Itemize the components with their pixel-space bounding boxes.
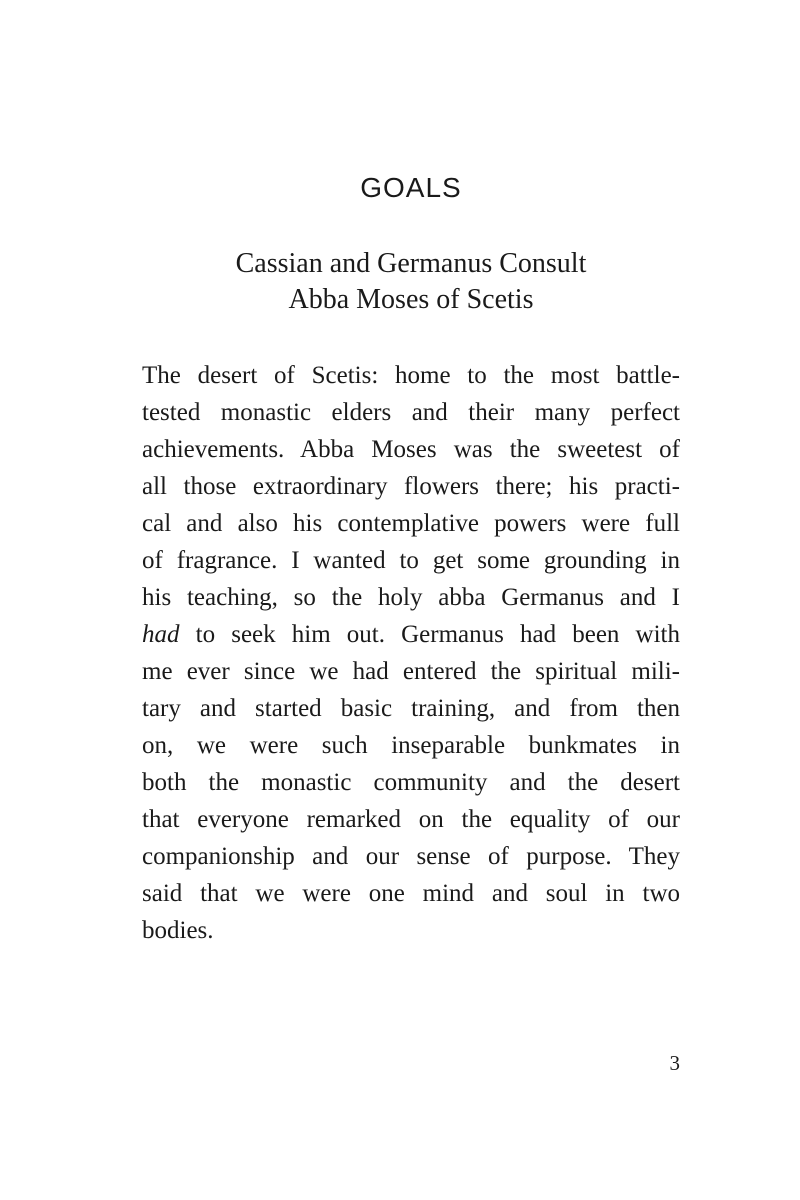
- chapter-title: GOALS: [360, 172, 462, 203]
- text-line-rest: to seek him out. Germanus had been with: [195, 621, 680, 648]
- text-line: The desert of Scetis: home to the most battle-: [142, 362, 680, 389]
- text-line: on, we were such inseparable bunkmates in: [142, 732, 680, 759]
- text-line: his teaching, so the holy abba Germanus and I: [142, 584, 680, 611]
- text-line: bodies.: [142, 917, 214, 944]
- text-line: me ever since we had entered the spiritual mili-: [142, 658, 680, 685]
- text-line: tary and started basic training, and from then: [142, 695, 680, 722]
- subtitle-line-2: Abba Moses of Scetis: [288, 284, 534, 315]
- subtitle-line-1: Cassian and Germanus Consult: [235, 248, 587, 279]
- text-line: cal and also his contemplative powers were full: [142, 510, 680, 537]
- text-line: both the monastic community and the desert: [142, 769, 680, 796]
- chapter-subtitle: [0, 246, 800, 318]
- text-line: that everyone remarked on the equality of our: [142, 806, 680, 833]
- text-line: all those extraordinary flowers there; his practi-: [142, 473, 680, 500]
- text-line-with-italic: [142, 616, 680, 653]
- text-line: achievements. Abba Moses was the sweetest of: [142, 436, 680, 463]
- text-line: tested monastic elders and their many perfect: [142, 399, 680, 426]
- text-line: companionship and our sense of purpose. They: [142, 843, 680, 870]
- text-line: said that we were one mind and soul in two: [142, 880, 680, 907]
- body-paragraph: [142, 357, 680, 949]
- italic-word: had: [142, 621, 180, 648]
- page-number: 3: [669, 1051, 680, 1075]
- text-line: of fragrance. I wanted to get some grounding in: [142, 547, 680, 574]
